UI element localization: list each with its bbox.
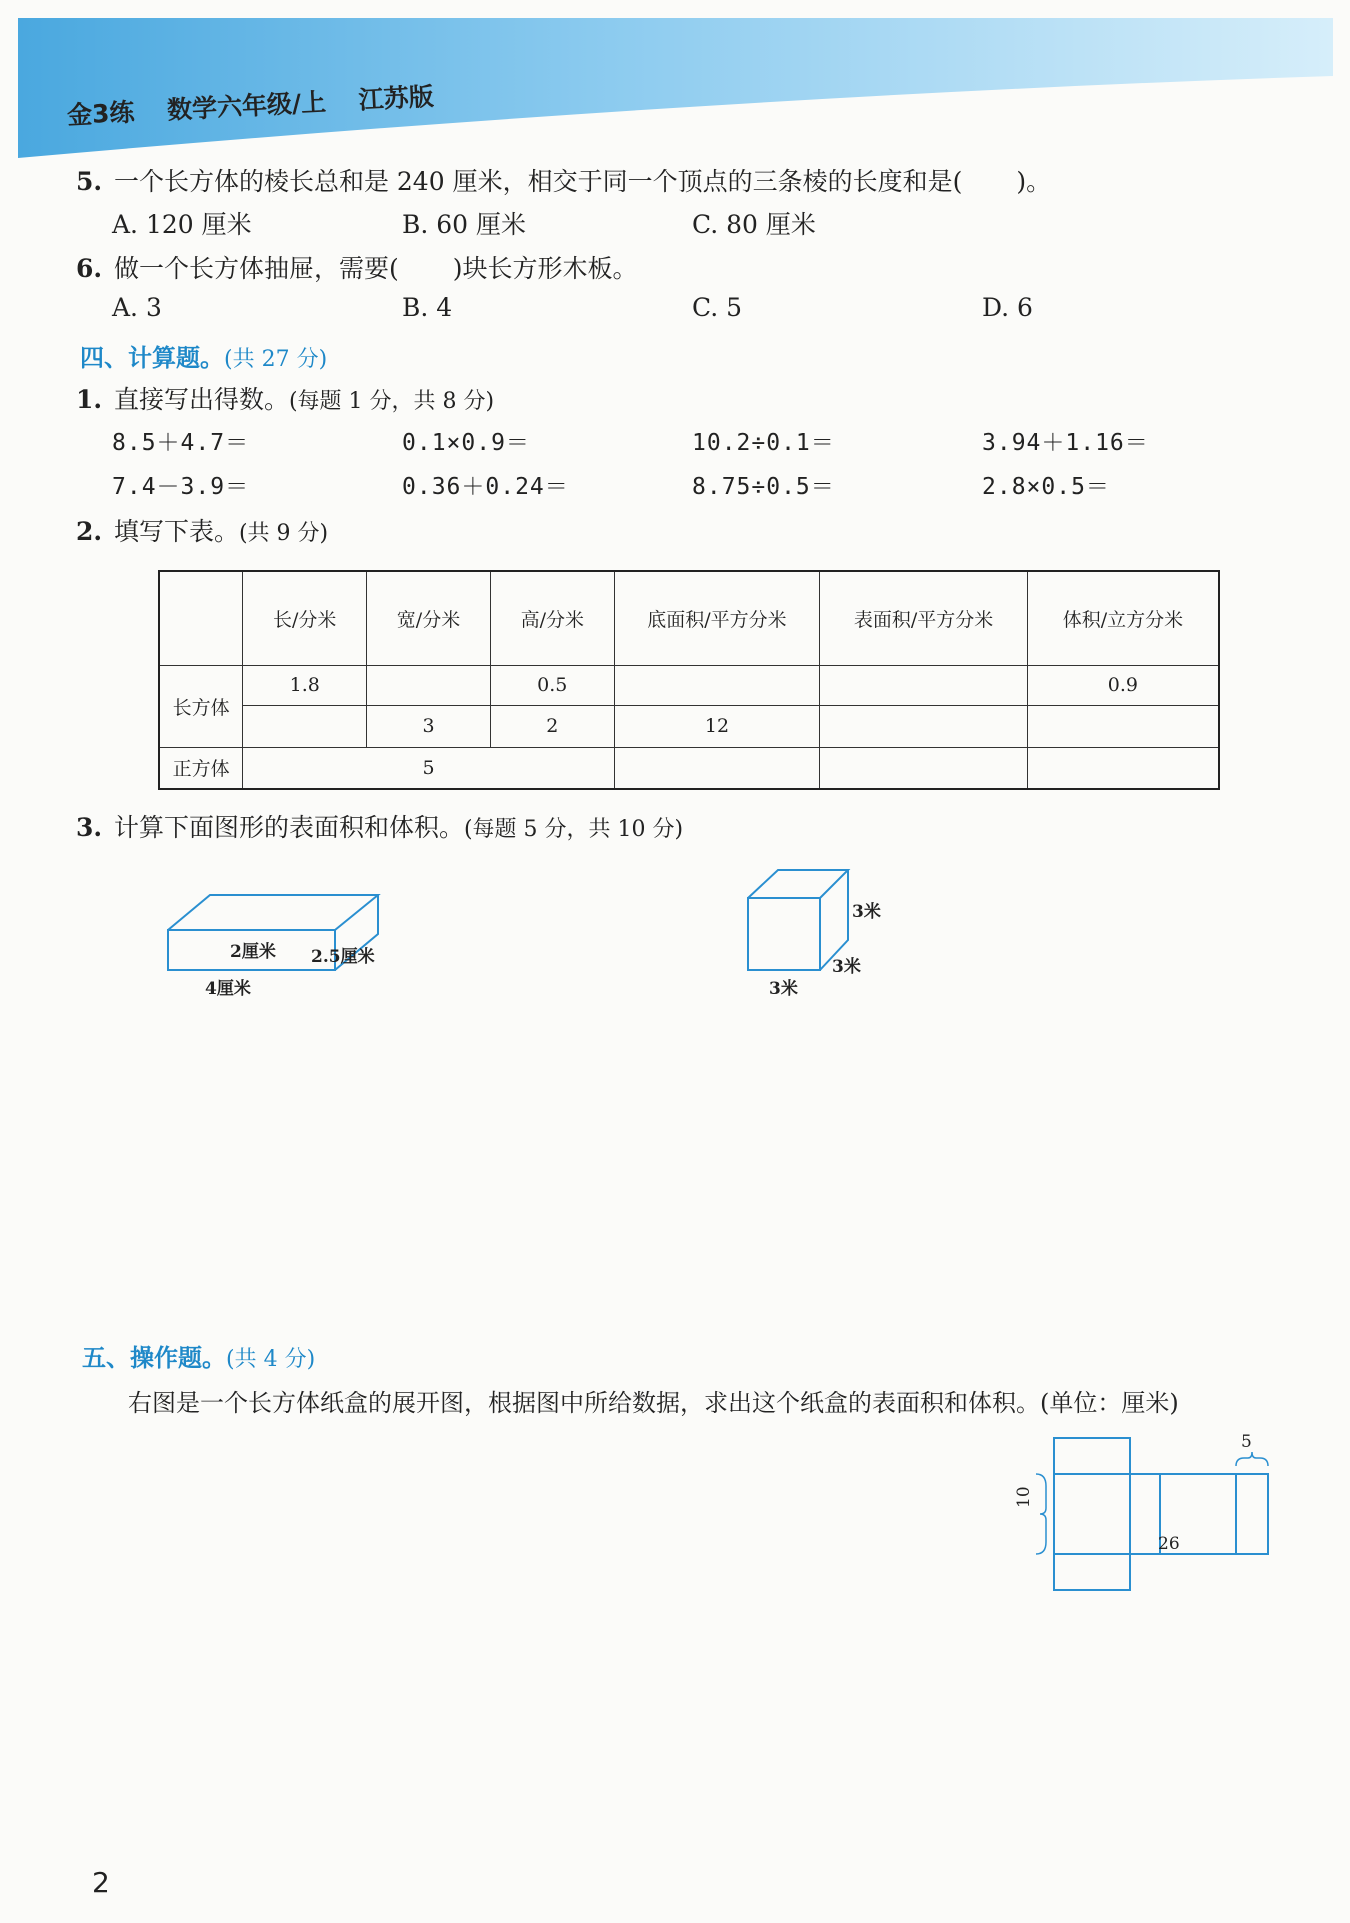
fill-in-table (158, 570, 1220, 790)
box-net-figure (1018, 1430, 1278, 1610)
cube-width-label: 3米 (769, 979, 798, 999)
question-number: 2. (76, 517, 103, 546)
question-text: 做一个长方体抽屉，需要( (113, 254, 399, 283)
cuboid-width-label: 2.5厘米 (311, 947, 375, 967)
section-5-text: 右图是一个长方体纸盒的展开图，根据图中所给数据，求出这个纸盒的表面积和体积。(单位：厘米) (128, 1389, 1179, 1417)
table-cell[interactable] (614, 747, 820, 789)
row-label-cube: 正方体 (159, 747, 243, 789)
table-corner-cell (159, 571, 243, 665)
table-header-row (159, 571, 1219, 665)
calc-item: 0.1×0.9＝ (402, 430, 530, 456)
question-text: 直接写出得数。 (113, 385, 289, 414)
question-number: 5. (76, 167, 103, 196)
table-header: 高/分米 (490, 571, 614, 665)
question-4-1 (76, 380, 494, 416)
table-cell[interactable] (614, 665, 820, 705)
table-row (159, 747, 1219, 789)
table-row (159, 705, 1219, 747)
question-6 (76, 249, 637, 285)
question-5 (76, 162, 1051, 198)
section-score: (共 27 分) (224, 347, 328, 372)
option-c[interactable]: C. 5 (692, 293, 743, 322)
option-b[interactable]: B. 4 (402, 293, 453, 322)
table-cell[interactable]: 1.8 (243, 665, 367, 705)
calc-item: 10.2÷0.1＝ (692, 430, 835, 456)
calc-item: 2.8×0.5＝ (982, 474, 1110, 500)
table-header: 体积/立方分米 (1027, 571, 1219, 665)
table-header: 长/分米 (243, 571, 367, 665)
table-cell[interactable]: 5 (243, 747, 614, 789)
table-cell[interactable] (820, 705, 1028, 747)
table-cell[interactable] (1027, 747, 1219, 789)
table-header: 宽/分米 (367, 571, 491, 665)
option-a[interactable]: A. 120 厘米 (112, 210, 252, 239)
cuboid-height-label: 2厘米 (230, 942, 276, 962)
table-cell[interactable] (243, 705, 367, 747)
option-a[interactable]: A. 3 (112, 293, 162, 322)
question-score: (共 9 分) (238, 521, 329, 546)
calc-item: 7.4－3.9＝ (112, 474, 250, 500)
section-4-title (80, 338, 327, 373)
question-text: 一个长方体的棱长总和是 240 厘米，相交于同一个顶点的三条棱的长度和是( (113, 167, 963, 196)
page-number: 2 (92, 1866, 110, 1899)
question-number: 3. (76, 813, 103, 842)
table-cell[interactable] (1027, 705, 1219, 747)
net-width-label: 5 (1241, 1432, 1252, 1452)
question-number: 6. (76, 254, 103, 283)
section-heading: 四、计算题。 (80, 344, 224, 372)
question-text: 计算下面图形的表面积和体积。 (113, 813, 464, 842)
calc-item: 0.36＋0.24＝ (402, 474, 569, 500)
table-cell[interactable]: 2 (490, 705, 614, 747)
question-text-end: )。 (1016, 167, 1052, 196)
cuboid-figure (160, 870, 400, 1000)
question-score: (每题 1 分，共 8 分) (288, 389, 495, 414)
question-number: 1. (76, 385, 103, 414)
cuboid-length-label: 4厘米 (205, 979, 251, 999)
cube-depth-label: 3米 (832, 957, 861, 977)
table-row (159, 665, 1219, 705)
question-text: 填写下表。 (113, 517, 239, 546)
question-score: (每题 5 分，共 10 分) (463, 817, 684, 842)
table-cell[interactable] (820, 747, 1028, 789)
option-b[interactable]: B. 60 厘米 (402, 210, 527, 239)
question-4-2 (76, 512, 328, 548)
cube-height-label: 3米 (852, 902, 881, 922)
question-4-3 (76, 808, 683, 844)
row-label-cuboid: 长方体 (159, 665, 243, 747)
table-cell[interactable] (820, 665, 1028, 705)
section-5-title (82, 1338, 315, 1373)
edition-label: 江苏版 (357, 81, 435, 115)
table-header: 底面积/平方分米 (614, 571, 820, 665)
option-d[interactable]: D. 6 (982, 293, 1033, 322)
table-cell[interactable]: 12 (614, 705, 820, 747)
net-height-label: 10 (1014, 1486, 1034, 1508)
subject-label: 数学六年级/上 (166, 87, 327, 125)
section-score: (共 4 分) (226, 1347, 316, 1372)
net-length-label: 26 (1158, 1534, 1180, 1554)
calc-item: 3.94＋1.16＝ (982, 430, 1149, 456)
table-cell[interactable]: 0.9 (1027, 665, 1219, 705)
calc-item: 8.5＋4.7＝ (112, 430, 250, 456)
table-cell[interactable]: 3 (367, 705, 491, 747)
table-cell[interactable]: 0.5 (490, 665, 614, 705)
brand-label: 金3练 (66, 97, 136, 131)
table-cell[interactable] (367, 665, 491, 705)
table-header: 表面积/平方分米 (820, 571, 1028, 665)
calc-item: 8.75÷0.5＝ (692, 474, 835, 500)
section-heading: 五、操作题。 (82, 1344, 226, 1372)
option-c[interactable]: C. 80 厘米 (692, 210, 816, 239)
question-text-end: )块长方形木板。 (452, 254, 638, 283)
